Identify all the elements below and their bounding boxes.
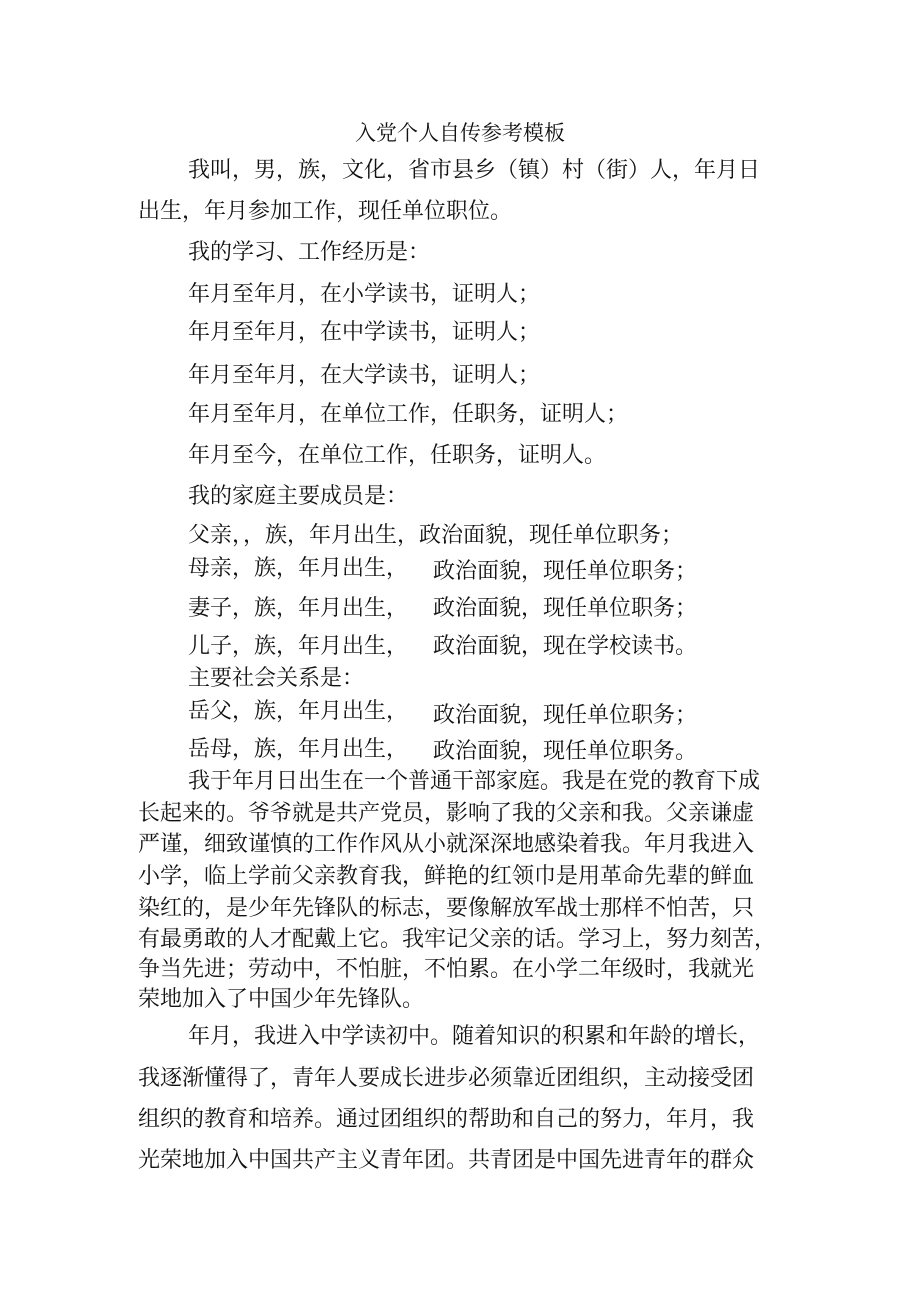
experience-item: 年月至年月，在大学读书，证明人； xyxy=(188,363,541,388)
paragraph-line: 荣地加入了中国少年先锋队。 xyxy=(138,987,425,1012)
paragraph-line: 争当先进；劳动中，不怕脏，不怕累。在小学二年级时，我就光 xyxy=(138,957,755,982)
family-member-detail: 政治面貌，现在学校读书。 xyxy=(433,634,698,659)
paragraph-line: 有最勇敢的人才配戴上它。我牢记父亲的话。学习上，努力刻苦， xyxy=(138,927,777,952)
paragraph-line: 我逐渐懂得了，青年人要成长进步必须靠近团组织，主动接受团 xyxy=(138,1066,755,1091)
experience-item: 年月至今，在单位工作，任职务，证明人。 xyxy=(188,443,607,468)
family-member-name: 儿子，族，年月出生， xyxy=(188,634,409,659)
family-heading: 我的家庭主要成员是： xyxy=(188,484,409,509)
social-member-name: 岳父，族，年月出生， xyxy=(188,699,409,724)
social-member-name: 岳母，族，年月出生， xyxy=(188,737,409,762)
paragraph-line: 长起来的。爷爷就是共产党员，影响了我的父亲和我。父亲谦虚 xyxy=(138,801,755,826)
social-heading: 主要社会关系是： xyxy=(188,666,365,691)
intro-line: 出生，年月参加工作，现任单位职位。 xyxy=(138,199,513,224)
experience-item: 年月至年月，在中学读书，证明人； xyxy=(188,320,541,345)
paragraph-line: 组织的教育和培养。通过团组织的帮助和自己的努力，年月，我 xyxy=(138,1107,755,1132)
family-member-name: 妻子，族，年月出生， xyxy=(188,596,409,621)
paragraph-line: 年月，我进入中学读初中。随着知识的积累和年龄的增长， xyxy=(188,1024,761,1049)
experience-item: 年月至年月，在单位工作，任职务，证明人； xyxy=(188,402,629,427)
paragraph-line: 严谨，细致谨慎的工作作风从小就深深地感染着我。年月我进入 xyxy=(138,832,755,857)
paragraph-line: 我于年月日出生在一个普通干部家庭。我是在党的教育下成 xyxy=(188,769,761,794)
intro-line: 我叫，男，族，文化，省市县乡（镇）村（街）人，年月日 xyxy=(188,158,761,183)
social-member-detail: 政治面貌，现任单位职务。 xyxy=(433,739,698,764)
experience-item: 年月至年月，在小学读书，证明人； xyxy=(188,282,541,307)
family-member-detail: 政治面貌，现任单位职务； xyxy=(433,559,698,584)
page-title: 入党个人自传参考模板 xyxy=(355,121,565,145)
family-member: 父亲，，族，年月出生，政治面貌，现任单位职务； xyxy=(188,523,684,548)
social-member-detail: 政治面貌，现任单位职务； xyxy=(433,703,698,728)
experience-heading: 我的学习、工作经历是： xyxy=(188,240,431,265)
family-member-name: 母亲，族，年月出生， xyxy=(188,556,409,581)
paragraph-line: 光荣地加入中国共产主义青年团。共青团是中国先进青年的群众 xyxy=(138,1148,755,1173)
family-member-detail: 政治面貌，现任单位职务； xyxy=(433,596,698,621)
paragraph-line: 染红的，是少年先锋队的标志，要像解放军战士那样不怕苦，只 xyxy=(138,896,755,921)
paragraph-line: 小学，临上学前父亲教育我，鲜艳的红领巾是用革命先辈的鲜血 xyxy=(138,864,755,889)
